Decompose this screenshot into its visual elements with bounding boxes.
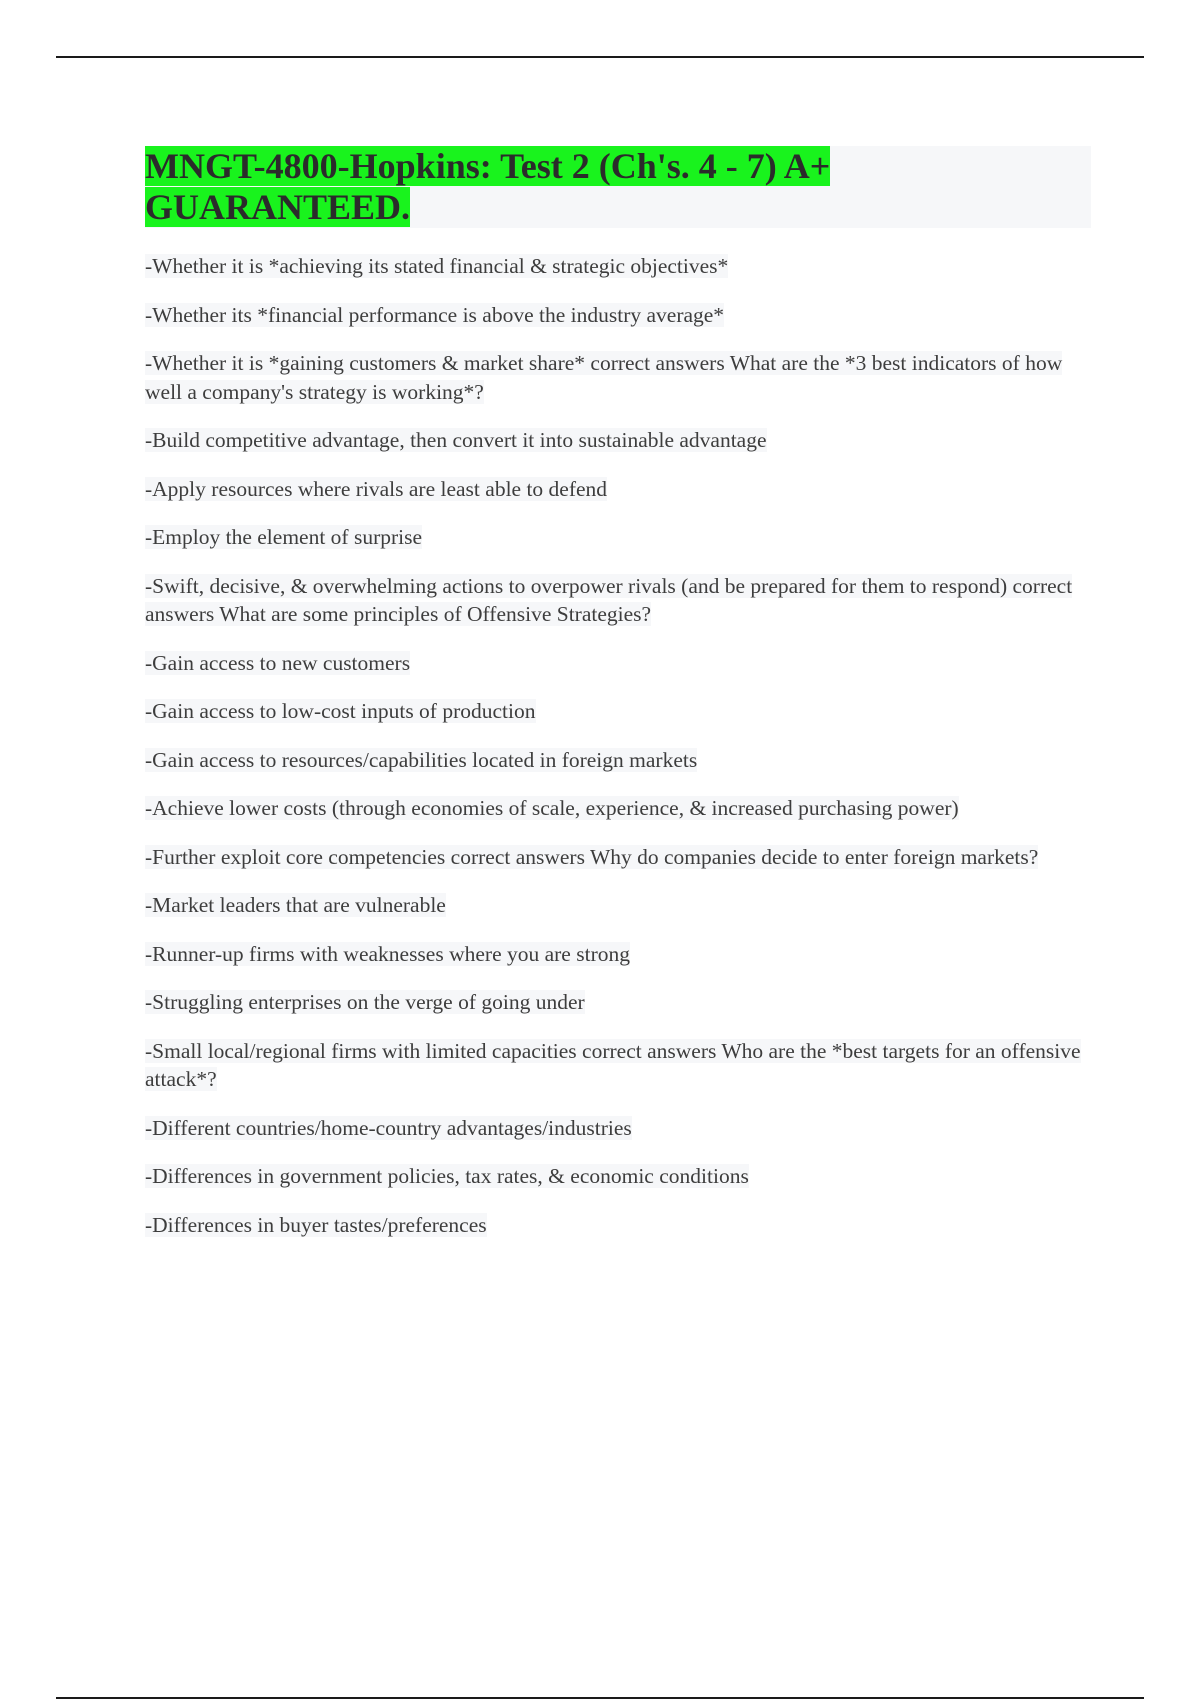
paragraph-text: -Whether it is *gaining customers & market share* correct answers What are the *3 best indicators of how well a company's strategy is working*?	[145, 351, 1063, 404]
paragraph-text: -Market leaders that are vulnerable	[145, 893, 446, 917]
paragraph	[145, 697, 1091, 726]
paragraph-text: -Small local/regional firms with limited capacities correct answers Who are the *best targets for an offensive attack*?	[145, 1038, 1081, 1091]
paragraph-text: -Differences in buyer tastes/preferences	[145, 1212, 487, 1237]
paragraph-text: -Gain access to new customers	[145, 650, 411, 675]
paragraph	[145, 475, 1091, 504]
paragraph-text: -Different countries/home-country advantages/industries	[145, 1115, 632, 1140]
document-title	[145, 146, 1091, 228]
paragraph	[145, 426, 1091, 455]
paragraph-text: -Apply resources where rivals are least able to defend	[145, 476, 608, 501]
paragraph	[145, 1114, 1091, 1143]
paragraph-text: -Struggling enterprises on the verge of going under	[145, 990, 585, 1014]
paragraph-text: -Gain access to resources/capabilities located in foreign markets	[145, 747, 698, 772]
paragraph	[145, 349, 1091, 406]
paragraph	[145, 794, 1091, 823]
paragraph-text: -Whether it is *achieving its stated financial & strategic objectives*	[145, 254, 729, 278]
paragraph	[145, 649, 1091, 678]
paragraph	[145, 1162, 1091, 1191]
paragraph	[145, 572, 1091, 629]
header-rule	[56, 56, 1144, 58]
paragraph	[145, 843, 1091, 872]
paragraph	[145, 252, 1091, 281]
paragraph	[145, 523, 1091, 552]
paragraph	[145, 940, 1091, 969]
paragraph	[145, 1211, 1091, 1240]
paragraph	[145, 988, 1091, 1017]
title-block	[145, 146, 1091, 228]
paragraph-text: -Further exploit core competencies correct answers Why do companies decide to enter foreign markets?	[145, 844, 1039, 869]
paragraph	[145, 891, 1091, 920]
paragraph-text: -Whether its *financial performance is above the industry average*	[145, 302, 725, 327]
paragraph-text: -Swift, decisive, & overwhelming actions to overpower rivals (and be prepared for them to respond) correct answers What are some principles of Offensive Strategies?	[145, 573, 1073, 626]
paragraph-text: -Gain access to low-cost inputs of production	[145, 699, 536, 723]
paragraph-text: -Achieve lower costs (through economies of scale, experience, & increased purchasing power)	[145, 796, 959, 820]
paragraph	[145, 1037, 1091, 1094]
paragraph-text: -Employ the element of surprise	[145, 525, 423, 549]
document-title-text: MNGT-4800-Hopkins: Test 2 (Ch's. 4 - 7) A+ GUARANTEED.	[145, 146, 831, 227]
paragraph-text: -Differences in government policies, tax rates, & economic conditions	[145, 1164, 749, 1188]
paragraph	[145, 301, 1091, 330]
footer-rule	[56, 1697, 1144, 1699]
paragraph	[145, 746, 1091, 775]
paragraph-text: -Build competitive advantage, then convert it into sustainable advantage	[145, 428, 767, 452]
document-body	[145, 146, 1091, 1259]
paragraph-text: -Runner-up firms with weaknesses where you are strong	[145, 941, 630, 966]
